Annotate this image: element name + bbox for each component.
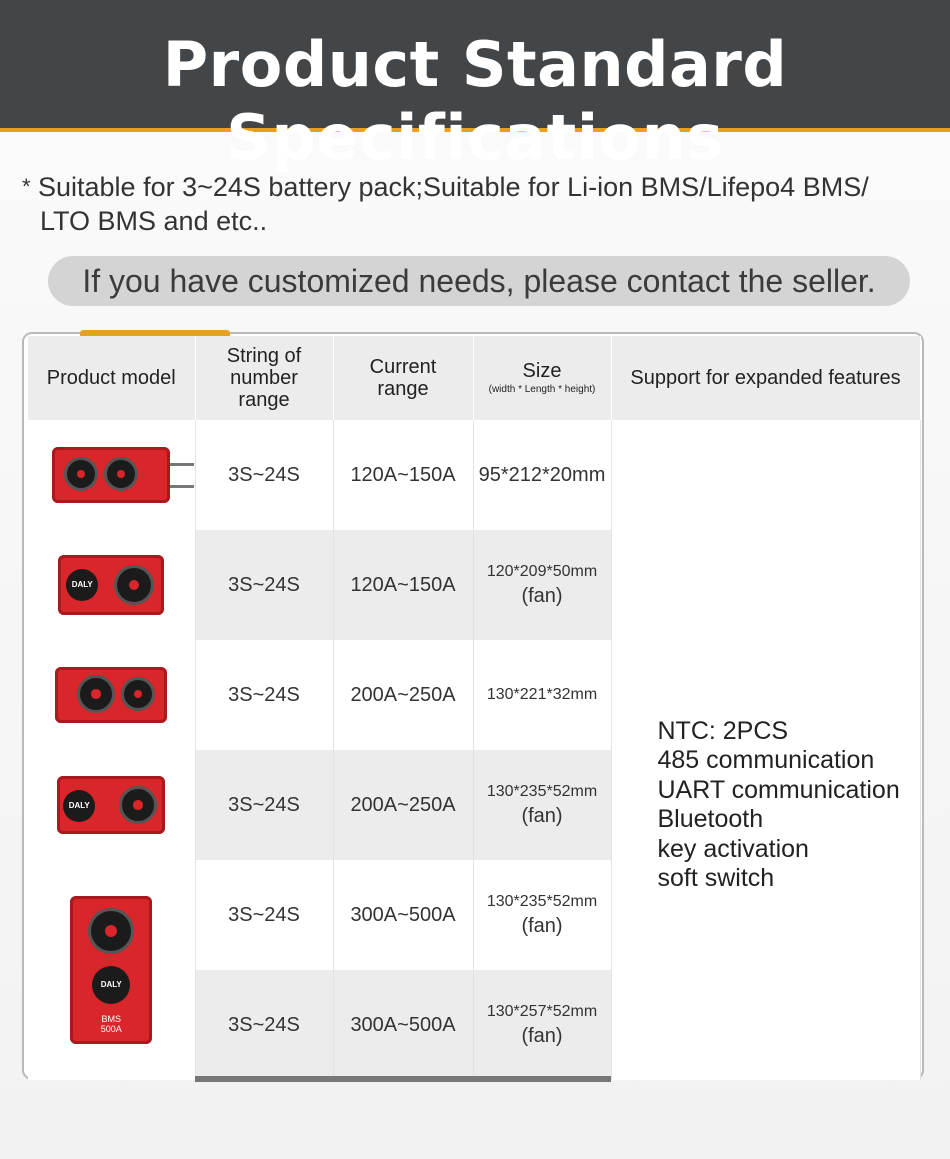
fan-icon: [121, 677, 155, 711]
table-bottom-bar: [195, 1076, 611, 1082]
bms-label: [70, 1014, 152, 1034]
string-range-cell: 3S~24S: [195, 970, 333, 1080]
header-features: Support for expanded features: [611, 336, 920, 420]
feature-item: Bluetooth: [657, 805, 764, 833]
header-size-dimensions: (width * Length * height): [488, 384, 596, 395]
current-range-cell: 300A~500A: [333, 970, 473, 1080]
bms-product-image-large: [70, 896, 152, 1044]
suitability-note: [22, 170, 922, 238]
fan-note: (fan): [521, 805, 563, 827]
feature-item: UART communication: [657, 775, 900, 804]
contact-seller-banner: If you have customized needs, please contact the seller.: [48, 256, 910, 306]
table-row: [28, 420, 920, 530]
size-cell: [473, 530, 611, 640]
bms-badge: BMS: [101, 1014, 121, 1024]
capacity-badge: 500A: [100, 1024, 122, 1034]
header-product-model: Product model: [28, 336, 195, 420]
cable-icon: [170, 485, 194, 488]
product-image-cell: [28, 420, 195, 530]
fan-icon: [64, 457, 98, 491]
string-range-cell: 3S~24S: [195, 750, 333, 860]
feature-item: soft switch: [657, 864, 775, 892]
size-value: 130*257*52mm: [486, 1003, 598, 1020]
size-value: 120*209*50mm: [486, 563, 598, 580]
features-cell: [611, 530, 920, 1080]
fan-icon: [88, 908, 134, 954]
size-value: 130*235*52mm: [486, 893, 598, 910]
size-cell: [473, 860, 611, 970]
bms-product-image: [58, 555, 164, 615]
daly-logo: DALY: [63, 790, 95, 822]
fan-note: (fan): [521, 915, 563, 937]
size-cell: [473, 640, 611, 750]
header-size-label: Size: [522, 360, 562, 382]
table-header-row: [28, 336, 920, 420]
header-current-range-label: Current range: [369, 356, 437, 400]
bms-product-image: [55, 667, 167, 723]
fan-icon: [104, 457, 138, 491]
fan-note: (fan): [521, 585, 563, 607]
current-range-cell: 120A~150A: [333, 530, 473, 640]
product-image-cell: [28, 530, 195, 640]
size-value: 95*212*20mm: [478, 463, 606, 486]
string-range-cell: 3S~24S: [195, 860, 333, 970]
string-range-cell: 3S~24S: [195, 640, 333, 750]
header-string-range: [195, 336, 333, 420]
header-size: [473, 336, 611, 420]
size-value: 130*221*32mm: [486, 686, 598, 703]
size-cell: [473, 970, 611, 1080]
bms-product-image: [57, 776, 165, 834]
fan-note: (fan): [521, 1025, 563, 1047]
header-string-range-label: String of number range: [226, 345, 302, 411]
bms-product-image: [52, 447, 170, 503]
current-range-cell: 120A~150A: [333, 420, 473, 530]
bullet-marker: *: [22, 174, 31, 199]
size-cell: [473, 420, 611, 530]
daly-logo: DALY: [66, 569, 98, 601]
current-range-cell: 200A~250A: [333, 640, 473, 750]
product-image-cell: [28, 640, 195, 750]
daly-logo: DALY: [92, 966, 130, 1004]
fan-icon: [119, 786, 157, 824]
table-row: [28, 530, 920, 640]
header-current-range: [333, 336, 473, 420]
page-header: [0, 0, 950, 174]
feature-item: 485 communication: [657, 746, 875, 774]
size-value: 130*235*52mm: [486, 783, 598, 800]
product-image-cell: [28, 860, 195, 1080]
features-cell-empty: [611, 420, 920, 530]
string-range-cell: 3S~24S: [195, 420, 333, 530]
cable-icon: [170, 463, 194, 466]
page-title: Product Standard Specifications: [162, 28, 788, 174]
suitability-line-2: LTO BMS and etc..: [40, 206, 268, 236]
product-image-cell: [28, 750, 195, 860]
fan-icon: [77, 675, 115, 713]
feature-item: NTC: 2PCS: [657, 716, 789, 745]
feature-item: key activation: [657, 834, 809, 863]
fan-icon: [114, 565, 154, 605]
string-range-cell: 3S~24S: [195, 530, 333, 640]
current-range-cell: 300A~500A: [333, 860, 473, 970]
spec-table: [28, 336, 921, 1080]
size-cell: [473, 750, 611, 860]
current-range-cell: 200A~250A: [333, 750, 473, 860]
suitability-line-1: Suitable for 3~24S battery pack;Suitable for Li-ion BMS/Lifepo4 BMS/: [38, 172, 869, 202]
